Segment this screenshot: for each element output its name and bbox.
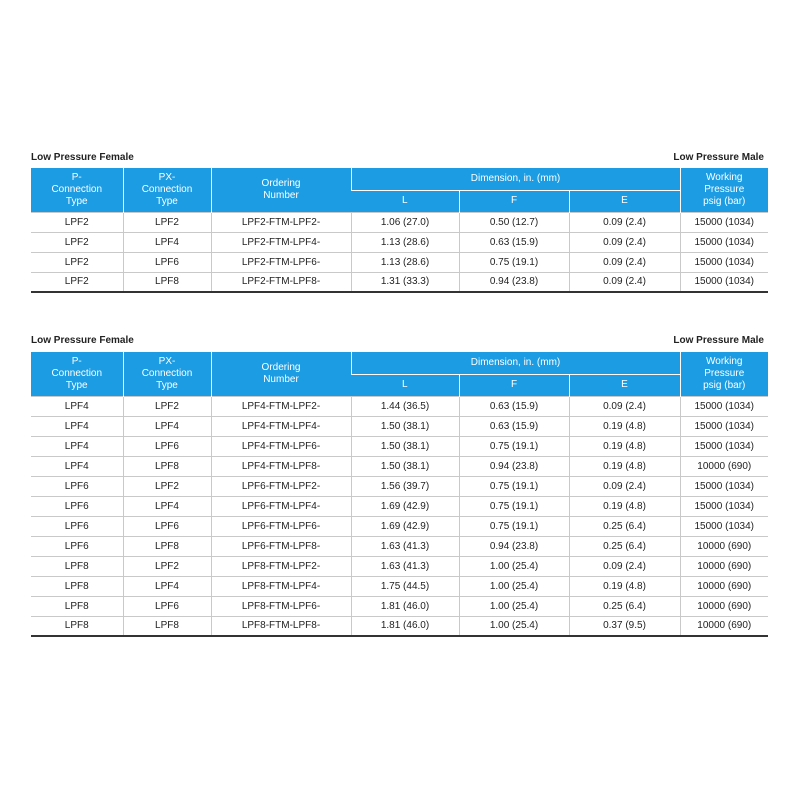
cell-p-connection-type: LPF8 (31, 576, 123, 596)
cell-ordering-number: LPF6-FTM-LPF6- (211, 516, 351, 536)
header-l: L (351, 190, 459, 212)
header-working-pressure: Working Pressure psig (bar) (680, 168, 768, 212)
cell-px-connection-type: LPF2 (123, 396, 211, 416)
cell-dimension-e: 0.25 (6.4) (569, 536, 680, 556)
header-px-connection-type: PX- Connection Type (123, 352, 211, 396)
cell-working-pressure: 10000 (690) (680, 596, 768, 616)
cell-working-pressure: 15000 (1034) (680, 476, 768, 496)
cell-dimension-l: 1.50 (38.1) (351, 416, 459, 436)
cell-dimension-f: 1.00 (25.4) (459, 556, 569, 576)
cell-ordering-number: LPF4-FTM-LPF8- (211, 456, 351, 476)
section1-title-right: Low Pressure Male (673, 152, 764, 163)
cell-px-connection-type: LPF8 (123, 272, 211, 292)
cell-dimension-l: 1.50 (38.1) (351, 436, 459, 456)
cell-working-pressure: 10000 (690) (680, 576, 768, 596)
cell-ordering-number: LPF8-FTM-LPF2- (211, 556, 351, 576)
cell-working-pressure: 10000 (690) (680, 456, 768, 476)
header-dimension: Dimension, in. (mm) (351, 168, 680, 190)
cell-dimension-e: 0.09 (2.4) (569, 232, 680, 252)
cell-ordering-number: LPF6-FTM-LPF4- (211, 496, 351, 516)
cell-dimension-e: 0.09 (2.4) (569, 556, 680, 576)
cell-px-connection-type: LPF8 (123, 616, 211, 636)
section1-title-left: Low Pressure Female (31, 152, 134, 163)
cell-dimension-f: 0.75 (19.1) (459, 496, 569, 516)
cell-dimension-e: 0.09 (2.4) (569, 396, 680, 416)
cell-px-connection-type: LPF6 (123, 516, 211, 536)
table-row (31, 396, 768, 416)
cell-dimension-e: 0.19 (4.8) (569, 496, 680, 516)
cell-dimension-e: 0.09 (2.4) (569, 272, 680, 292)
table-row (31, 516, 768, 536)
cell-dimension-l: 1.81 (46.0) (351, 616, 459, 636)
cell-dimension-f: 0.75 (19.1) (459, 252, 569, 272)
header-dimension: Dimension, in. (mm) (351, 352, 680, 374)
table-row (31, 252, 768, 272)
cell-p-connection-type: LPF2 (31, 212, 123, 232)
cell-ordering-number: LPF6-FTM-LPF8- (211, 536, 351, 556)
table-row (31, 616, 768, 636)
cell-working-pressure: 15000 (1034) (680, 396, 768, 416)
table-row (31, 476, 768, 496)
cell-dimension-l: 1.69 (42.9) (351, 516, 459, 536)
cell-ordering-number: LPF8-FTM-LPF8- (211, 616, 351, 636)
header-ordering-number: Ordering Number (211, 352, 351, 396)
cell-p-connection-type: LPF6 (31, 536, 123, 556)
cell-p-connection-type: LPF4 (31, 396, 123, 416)
section2-title-left: Low Pressure Female (31, 335, 134, 346)
cell-dimension-l: 1.06 (27.0) (351, 212, 459, 232)
cell-dimension-l: 1.63 (41.3) (351, 556, 459, 576)
cell-working-pressure: 10000 (690) (680, 536, 768, 556)
cell-dimension-f: 1.00 (25.4) (459, 576, 569, 596)
cell-p-connection-type: LPF4 (31, 436, 123, 456)
section2-title-right: Low Pressure Male (673, 335, 764, 346)
cell-px-connection-type: LPF8 (123, 456, 211, 476)
cell-working-pressure: 15000 (1034) (680, 212, 768, 232)
header-f: F (459, 374, 569, 396)
cell-dimension-e: 0.25 (6.4) (569, 596, 680, 616)
cell-dimension-f: 0.94 (23.8) (459, 456, 569, 476)
header-working-pressure: Working Pressure psig (bar) (680, 352, 768, 396)
cell-px-connection-type: LPF6 (123, 252, 211, 272)
cell-dimension-e: 0.19 (4.8) (569, 436, 680, 456)
cell-working-pressure: 15000 (1034) (680, 232, 768, 252)
cell-dimension-l: 1.44 (36.5) (351, 396, 459, 416)
cell-p-connection-type: LPF2 (31, 232, 123, 252)
cell-px-connection-type: LPF6 (123, 436, 211, 456)
cell-dimension-f: 0.94 (23.8) (459, 536, 569, 556)
cell-p-connection-type: LPF6 (31, 476, 123, 496)
table-row (31, 456, 768, 476)
cell-p-connection-type: LPF6 (31, 516, 123, 536)
header-px-connection-type: PX- Connection Type (123, 168, 211, 212)
table-row (31, 536, 768, 556)
cell-dimension-f: 0.75 (19.1) (459, 476, 569, 496)
cell-dimension-e: 0.19 (4.8) (569, 456, 680, 476)
cell-working-pressure: 15000 (1034) (680, 516, 768, 536)
cell-working-pressure: 15000 (1034) (680, 252, 768, 272)
cell-ordering-number: LPF8-FTM-LPF6- (211, 596, 351, 616)
header-e: E (569, 374, 680, 396)
cell-working-pressure: 10000 (690) (680, 556, 768, 576)
cell-px-connection-type: LPF4 (123, 576, 211, 596)
cell-dimension-e: 0.19 (4.8) (569, 576, 680, 596)
cell-p-connection-type: LPF4 (31, 416, 123, 436)
cell-ordering-number: LPF4-FTM-LPF4- (211, 416, 351, 436)
cell-ordering-number: LPF2-FTM-LPF4- (211, 232, 351, 252)
spec-table-2 (31, 352, 768, 637)
table-row (31, 496, 768, 516)
cell-dimension-f: 0.63 (15.9) (459, 416, 569, 436)
cell-working-pressure: 10000 (690) (680, 616, 768, 636)
cell-ordering-number: LPF2-FTM-LPF8- (211, 272, 351, 292)
table-row (31, 232, 768, 252)
cell-dimension-f: 0.50 (12.7) (459, 212, 569, 232)
cell-dimension-e: 0.09 (2.4) (569, 212, 680, 232)
cell-dimension-l: 1.50 (38.1) (351, 456, 459, 476)
table-row (31, 556, 768, 576)
cell-ordering-number: LPF8-FTM-LPF4- (211, 576, 351, 596)
cell-dimension-l: 1.13 (28.6) (351, 252, 459, 272)
cell-working-pressure: 15000 (1034) (680, 436, 768, 456)
cell-dimension-f: 0.75 (19.1) (459, 516, 569, 536)
cell-px-connection-type: LPF2 (123, 556, 211, 576)
cell-px-connection-type: LPF8 (123, 536, 211, 556)
cell-dimension-e: 0.19 (4.8) (569, 416, 680, 436)
cell-dimension-f: 0.94 (23.8) (459, 272, 569, 292)
spec-table-1 (31, 168, 768, 293)
cell-p-connection-type: LPF8 (31, 556, 123, 576)
cell-dimension-l: 1.81 (46.0) (351, 596, 459, 616)
cell-p-connection-type: LPF4 (31, 456, 123, 476)
table-row (31, 436, 768, 456)
header-l: L (351, 374, 459, 396)
cell-ordering-number: LPF2-FTM-LPF6- (211, 252, 351, 272)
table-row (31, 576, 768, 596)
table-row (31, 212, 768, 232)
cell-ordering-number: LPF4-FTM-LPF6- (211, 436, 351, 456)
cell-p-connection-type: LPF8 (31, 616, 123, 636)
cell-ordering-number: LPF2-FTM-LPF2- (211, 212, 351, 232)
cell-px-connection-type: LPF4 (123, 232, 211, 252)
cell-dimension-e: 0.37 (9.5) (569, 616, 680, 636)
cell-dimension-f: 1.00 (25.4) (459, 596, 569, 616)
cell-px-connection-type: LPF4 (123, 496, 211, 516)
cell-dimension-l: 1.63 (41.3) (351, 536, 459, 556)
cell-px-connection-type: LPF4 (123, 416, 211, 436)
cell-dimension-l: 1.13 (28.6) (351, 232, 459, 252)
cell-dimension-e: 0.25 (6.4) (569, 516, 680, 536)
cell-dimension-l: 1.69 (42.9) (351, 496, 459, 516)
cell-dimension-l: 1.56 (39.7) (351, 476, 459, 496)
header-ordering-number: Ordering Number (211, 168, 351, 212)
cell-working-pressure: 15000 (1034) (680, 272, 768, 292)
header-p-connection-type: P- Connection Type (31, 352, 123, 396)
cell-dimension-f: 0.63 (15.9) (459, 396, 569, 416)
cell-ordering-number: LPF6-FTM-LPF2- (211, 476, 351, 496)
cell-px-connection-type: LPF6 (123, 596, 211, 616)
cell-p-connection-type: LPF6 (31, 496, 123, 516)
cell-p-connection-type: LPF8 (31, 596, 123, 616)
cell-dimension-f: 0.63 (15.9) (459, 232, 569, 252)
cell-px-connection-type: LPF2 (123, 212, 211, 232)
cell-dimension-f: 0.75 (19.1) (459, 436, 569, 456)
cell-working-pressure: 15000 (1034) (680, 496, 768, 516)
cell-dimension-l: 1.31 (33.3) (351, 272, 459, 292)
cell-px-connection-type: LPF2 (123, 476, 211, 496)
header-f: F (459, 190, 569, 212)
cell-dimension-f: 1.00 (25.4) (459, 616, 569, 636)
cell-dimension-l: 1.75 (44.5) (351, 576, 459, 596)
cell-p-connection-type: LPF2 (31, 252, 123, 272)
cell-p-connection-type: LPF2 (31, 272, 123, 292)
cell-working-pressure: 15000 (1034) (680, 416, 768, 436)
table-row (31, 416, 768, 436)
table-row (31, 596, 768, 616)
header-e: E (569, 190, 680, 212)
cell-ordering-number: LPF4-FTM-LPF2- (211, 396, 351, 416)
cell-dimension-e: 0.09 (2.4) (569, 252, 680, 272)
cell-dimension-e: 0.09 (2.4) (569, 476, 680, 496)
table-row (31, 272, 768, 292)
header-p-connection-type: P- Connection Type (31, 168, 123, 212)
